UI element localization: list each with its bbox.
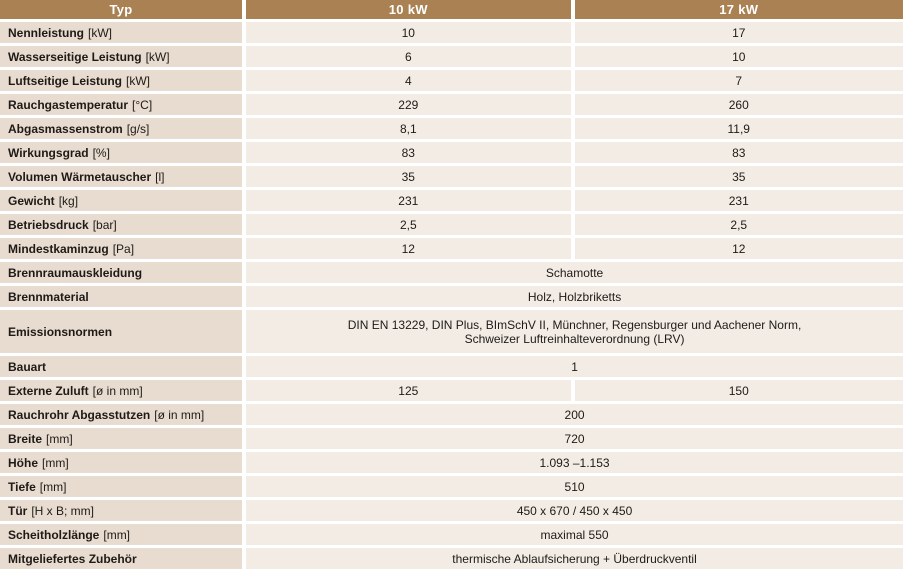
row-unit: [H x B; mm] <box>31 503 95 518</box>
row-label <box>0 166 242 187</box>
value-line-2: Schweizer Luftreinhalteverordnung (LRV) <box>464 331 685 346</box>
table-row <box>0 404 903 425</box>
row-name: Abgasmassenstrom <box>8 121 123 136</box>
row-name: Brennmaterial <box>8 289 89 304</box>
value-10kw: 12 <box>246 238 570 259</box>
value-10kw: 231 <box>246 190 570 211</box>
row-name: Mindestkaminzug <box>8 241 109 256</box>
row-name: Gewicht <box>8 193 55 208</box>
row-name: Breite <box>8 431 43 446</box>
header-10kw: 10 kW <box>246 0 570 19</box>
value-17kw: 260 <box>575 94 903 115</box>
table-row <box>0 500 903 521</box>
header-row <box>0 0 903 19</box>
row-label <box>0 548 242 569</box>
table-row <box>0 118 903 139</box>
table-row <box>0 94 903 115</box>
row-label <box>0 238 242 259</box>
table-row <box>0 142 903 163</box>
value-17kw: 150 <box>575 380 903 401</box>
row-unit: [mm] <box>39 479 67 494</box>
value-merged: 200 <box>246 404 903 425</box>
table-row <box>0 46 903 67</box>
row-unit: [l] <box>155 169 165 184</box>
value-10kw: 6 <box>246 46 570 67</box>
row-label <box>0 22 242 43</box>
value-17kw: 83 <box>575 142 903 163</box>
table-row <box>0 380 903 401</box>
row-name: Bauart <box>8 359 47 374</box>
row-name: Wasserseitige Leistung <box>8 49 142 64</box>
value-17kw: 231 <box>575 190 903 211</box>
value-17kw: 12 <box>575 238 903 259</box>
row-label <box>0 452 242 473</box>
value-merged: 720 <box>246 428 903 449</box>
value-10kw: 125 <box>246 380 570 401</box>
table-row <box>0 428 903 449</box>
header-17kw: 17 kW <box>575 0 903 19</box>
value-merged: 510 <box>246 476 903 497</box>
row-name: Rauchrohr Abgasstutzen <box>8 407 151 422</box>
row-name: Volumen Wärmetauscher <box>8 169 152 184</box>
table-row <box>0 262 903 283</box>
row-name: Rauchgastemperatur <box>8 97 129 112</box>
row-label <box>0 524 242 545</box>
row-label <box>0 214 242 235</box>
value-10kw: 83 <box>246 142 570 163</box>
value-merged: thermische Ablaufsicherung + Überdruckventil <box>246 548 903 569</box>
value-17kw: 35 <box>575 166 903 187</box>
table-row <box>0 70 903 91</box>
table-row <box>0 356 903 377</box>
row-unit: [mm] <box>46 431 73 446</box>
table-row <box>0 310 903 353</box>
row-name: Betriebsdruck <box>8 217 89 232</box>
value-10kw: 35 <box>246 166 570 187</box>
value-10kw: 8,1 <box>246 118 570 139</box>
row-name: Scheitholzlänge <box>8 527 100 542</box>
row-unit: [kW] <box>126 73 150 88</box>
row-name: Emissionsnormen <box>8 324 113 339</box>
row-name: Externe Zuluft <box>8 383 89 398</box>
row-label <box>0 310 242 353</box>
value-merged: Holz, Holzbriketts <box>246 286 903 307</box>
value-17kw: 17 <box>575 22 903 43</box>
value-merged <box>246 310 903 353</box>
row-label <box>0 118 242 139</box>
table-row <box>0 286 903 307</box>
value-17kw: 11,9 <box>575 118 903 139</box>
table-row <box>0 524 903 545</box>
row-unit: [bar] <box>92 217 117 232</box>
row-unit: [ø in mm] <box>154 407 205 422</box>
table-row <box>0 548 903 569</box>
value-10kw: 229 <box>246 94 570 115</box>
row-name: Höhe <box>8 455 38 470</box>
row-unit: [mm] <box>103 527 131 542</box>
row-label <box>0 142 242 163</box>
value-10kw: 2,5 <box>246 214 570 235</box>
row-name: Mitgeliefertes Zubehör <box>8 551 137 566</box>
value-merged: Schamotte <box>246 262 903 283</box>
value-merged: 450 x 670 / 450 x 450 <box>246 500 903 521</box>
row-label <box>0 404 242 425</box>
value-17kw: 2,5 <box>575 214 903 235</box>
row-label <box>0 476 242 497</box>
row-name: Tür <box>8 503 28 518</box>
row-name: Tiefe <box>8 479 36 494</box>
table-row <box>0 166 903 187</box>
row-label <box>0 428 242 449</box>
value-merged: maximal 550 <box>246 524 903 545</box>
row-name: Brennraumauskleidung <box>8 265 143 280</box>
table-row <box>0 22 903 43</box>
row-label <box>0 94 242 115</box>
table-row <box>0 238 903 259</box>
row-name: Luftseitige Leistung <box>8 73 122 88</box>
row-unit: [kg] <box>58 193 79 208</box>
table-row <box>0 452 903 473</box>
row-unit: [g/s] <box>126 121 150 136</box>
value-merged: 1.093 –1.153 <box>246 452 903 473</box>
row-name: Nennleistung <box>8 25 85 40</box>
row-label <box>0 500 242 521</box>
row-unit: [kW] <box>88 25 113 40</box>
value-10kw: 10 <box>246 22 570 43</box>
table-row <box>0 214 903 235</box>
row-unit: [Pa] <box>112 241 135 256</box>
value-line-1: DIN EN 13229, DIN Plus, BImSchV II, Münchner, Regensburger und Aachener Norm, <box>347 317 802 332</box>
header-typ: Typ <box>0 0 242 19</box>
value-17kw: 7 <box>575 70 903 91</box>
row-unit: [°C] <box>132 97 153 112</box>
table-row <box>0 190 903 211</box>
row-label <box>0 286 242 307</box>
row-label <box>0 46 242 67</box>
row-unit: [kW] <box>145 49 170 64</box>
value-17kw: 10 <box>575 46 903 67</box>
row-label <box>0 190 242 211</box>
row-unit: [%] <box>92 145 110 160</box>
row-label <box>0 380 242 401</box>
row-label <box>0 70 242 91</box>
value-merged: 1 <box>246 356 903 377</box>
row-label <box>0 262 242 283</box>
row-unit: [ø in mm] <box>92 383 143 398</box>
row-name: Wirkungsgrad <box>8 145 89 160</box>
table-row <box>0 476 903 497</box>
row-label <box>0 356 242 377</box>
value-10kw: 4 <box>246 70 570 91</box>
row-unit: [mm] <box>42 455 69 470</box>
